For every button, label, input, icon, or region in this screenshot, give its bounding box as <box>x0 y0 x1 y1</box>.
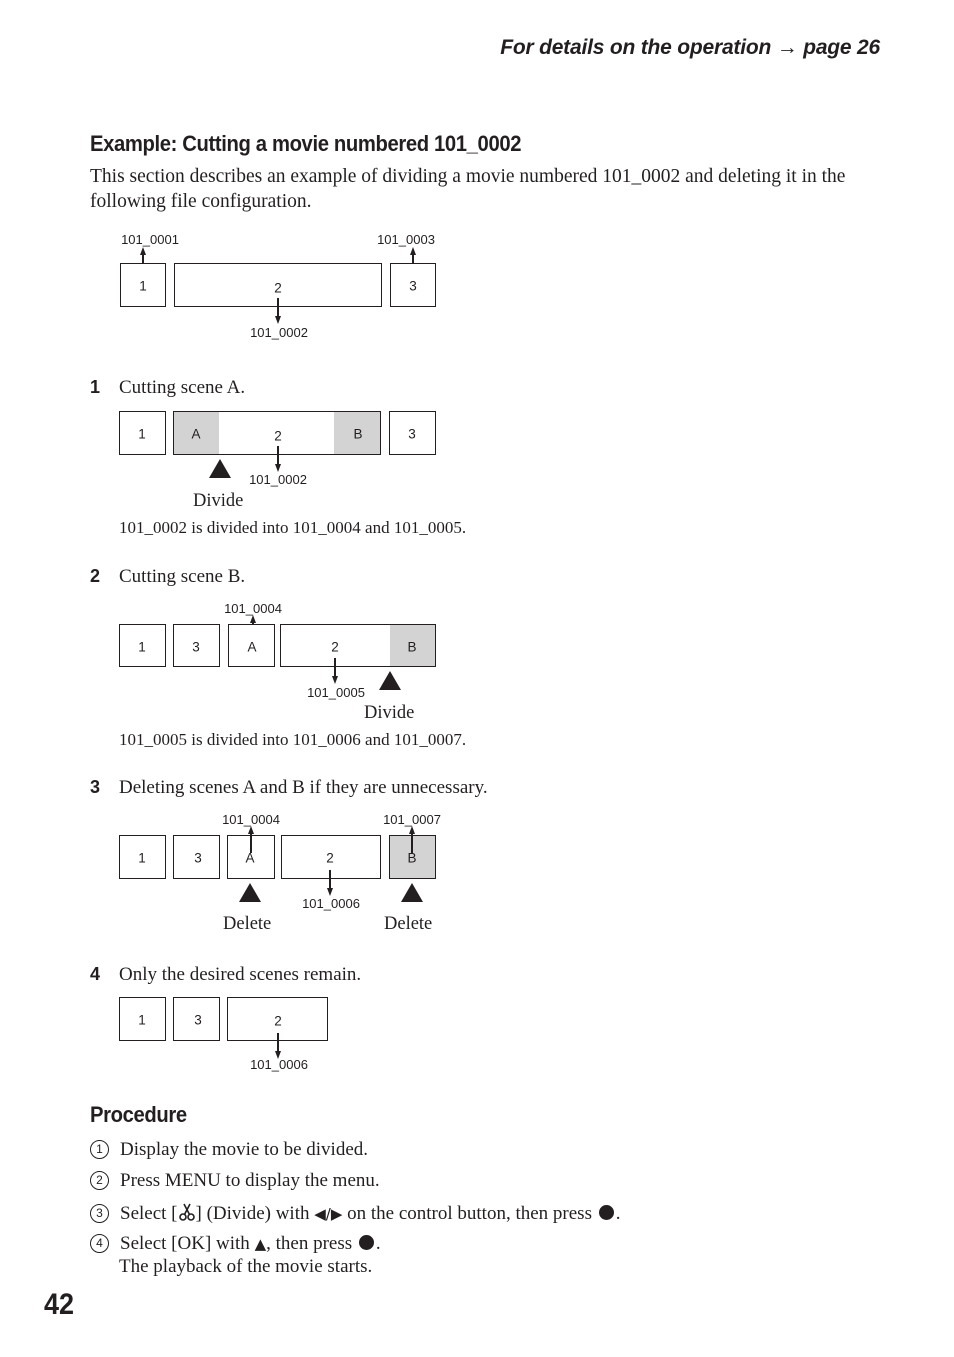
scene-label: 3 <box>192 639 200 655</box>
step-number: 1 <box>90 377 101 397</box>
file-label: 101_0006 <box>302 896 360 911</box>
scene-label: B <box>407 850 417 866</box>
scene-label: 3 <box>194 1012 202 1028</box>
procedure-text: Select [ <box>120 1203 178 1224</box>
file-label: 101_0004 <box>224 601 282 616</box>
step-note: 101_0005 is divided into 101_0006 and 101_0007. <box>119 730 467 749</box>
scene-label: 2 <box>274 428 282 444</box>
procedure-item-3 <box>90 1202 620 1225</box>
step-number: 2 <box>90 566 101 586</box>
scene-label: B <box>407 639 417 655</box>
step-text: Cutting scene B. <box>119 566 246 587</box>
circled-number: 2 <box>90 1171 109 1190</box>
scene-label: 3 <box>194 850 202 866</box>
scene-label: A <box>247 639 257 655</box>
scene-label: 1 <box>138 850 146 866</box>
delete-caption: Delete <box>384 914 433 934</box>
procedure-subtext: The playback of the movie starts. <box>119 1256 373 1277</box>
divide-caption: Divide <box>193 491 244 511</box>
file-label: 101_0002 <box>250 325 308 340</box>
procedure-item-1 <box>90 1139 368 1161</box>
scene-label: A <box>245 850 255 866</box>
divide-point-icon <box>379 671 401 690</box>
procedure-text: Select [OK] with <box>120 1233 255 1254</box>
procedure-title: Procedure <box>90 1102 187 1127</box>
delete-point-icon <box>401 883 423 902</box>
procedure-text: ] (Divide) with <box>195 1203 315 1224</box>
step-number: 4 <box>90 964 101 984</box>
file-label: 101_0001 <box>121 232 179 247</box>
scene-label: 1 <box>138 426 146 442</box>
procedure-text: on the control button, then press <box>342 1203 597 1224</box>
filled-circle-icon <box>359 1235 374 1250</box>
divide-caption: Divide <box>364 703 415 723</box>
up-arrow-icon: ▲ <box>254 1235 267 1253</box>
scene-label: 1 <box>138 639 146 655</box>
page-reference: For details on the operation → page 26 <box>500 36 880 59</box>
divide-point-icon <box>209 459 231 478</box>
scene-label: 3 <box>409 278 417 294</box>
step-2 <box>90 566 245 588</box>
step-3 <box>90 777 488 799</box>
step-1 <box>90 377 245 399</box>
step-text: Cutting scene A. <box>119 377 246 398</box>
left-right-arrow-icon: ◀/▶ <box>314 1205 343 1223</box>
filled-circle-icon <box>599 1205 614 1220</box>
procedure-item-4 <box>90 1233 381 1255</box>
delete-caption: Delete <box>223 914 272 934</box>
scene-label: 1 <box>139 278 147 294</box>
scene-label: 3 <box>408 426 416 442</box>
file-label: 101_0003 <box>377 232 435 247</box>
step-number: 3 <box>90 777 101 797</box>
circled-number: 3 <box>90 1204 109 1223</box>
procedure-text: Press MENU to display the menu. <box>120 1170 380 1191</box>
scene-label: 2 <box>274 1013 282 1029</box>
scene-label: B <box>353 426 363 442</box>
procedure-text: Display the movie to be divided. <box>120 1139 369 1160</box>
procedure-text: . <box>615 1203 621 1224</box>
procedure-text: , then press <box>266 1233 357 1254</box>
circled-number: 1 <box>90 1140 109 1159</box>
step-note: 101_0002 is divided into 101_0004 and 101_0005. <box>119 518 467 537</box>
page-number: 42 <box>44 1288 75 1321</box>
example-title: Example: Cutting a movie numbered 101_0002 <box>90 131 522 156</box>
delete-point-icon <box>239 883 261 902</box>
example-intro: This section describes an example of dividing a movie numbered 101_0002 and deleting it in the following file configuration. <box>90 166 846 212</box>
scene-label: 2 <box>326 850 334 866</box>
scene-label: A <box>191 426 201 442</box>
procedure-item-2 <box>90 1170 380 1192</box>
scissors-icon <box>178 1202 196 1222</box>
file-label: 101_0002 <box>249 472 307 487</box>
scene-label: 2 <box>331 639 339 655</box>
scene-label: 2 <box>274 280 282 296</box>
step-4 <box>90 964 361 986</box>
file-label: 101_0004 <box>222 812 280 827</box>
circled-number: 4 <box>90 1234 109 1253</box>
scene-label: 1 <box>138 1012 146 1028</box>
file-label: 101_0005 <box>307 685 365 700</box>
step-text: Deleting scenes A and B if they are unnecessary. <box>119 777 488 798</box>
procedure-text: . <box>375 1233 381 1254</box>
file-label: 101_0006 <box>250 1057 308 1072</box>
file-label: 101_0007 <box>383 812 441 827</box>
step-text: Only the desired scenes remain. <box>119 964 362 985</box>
